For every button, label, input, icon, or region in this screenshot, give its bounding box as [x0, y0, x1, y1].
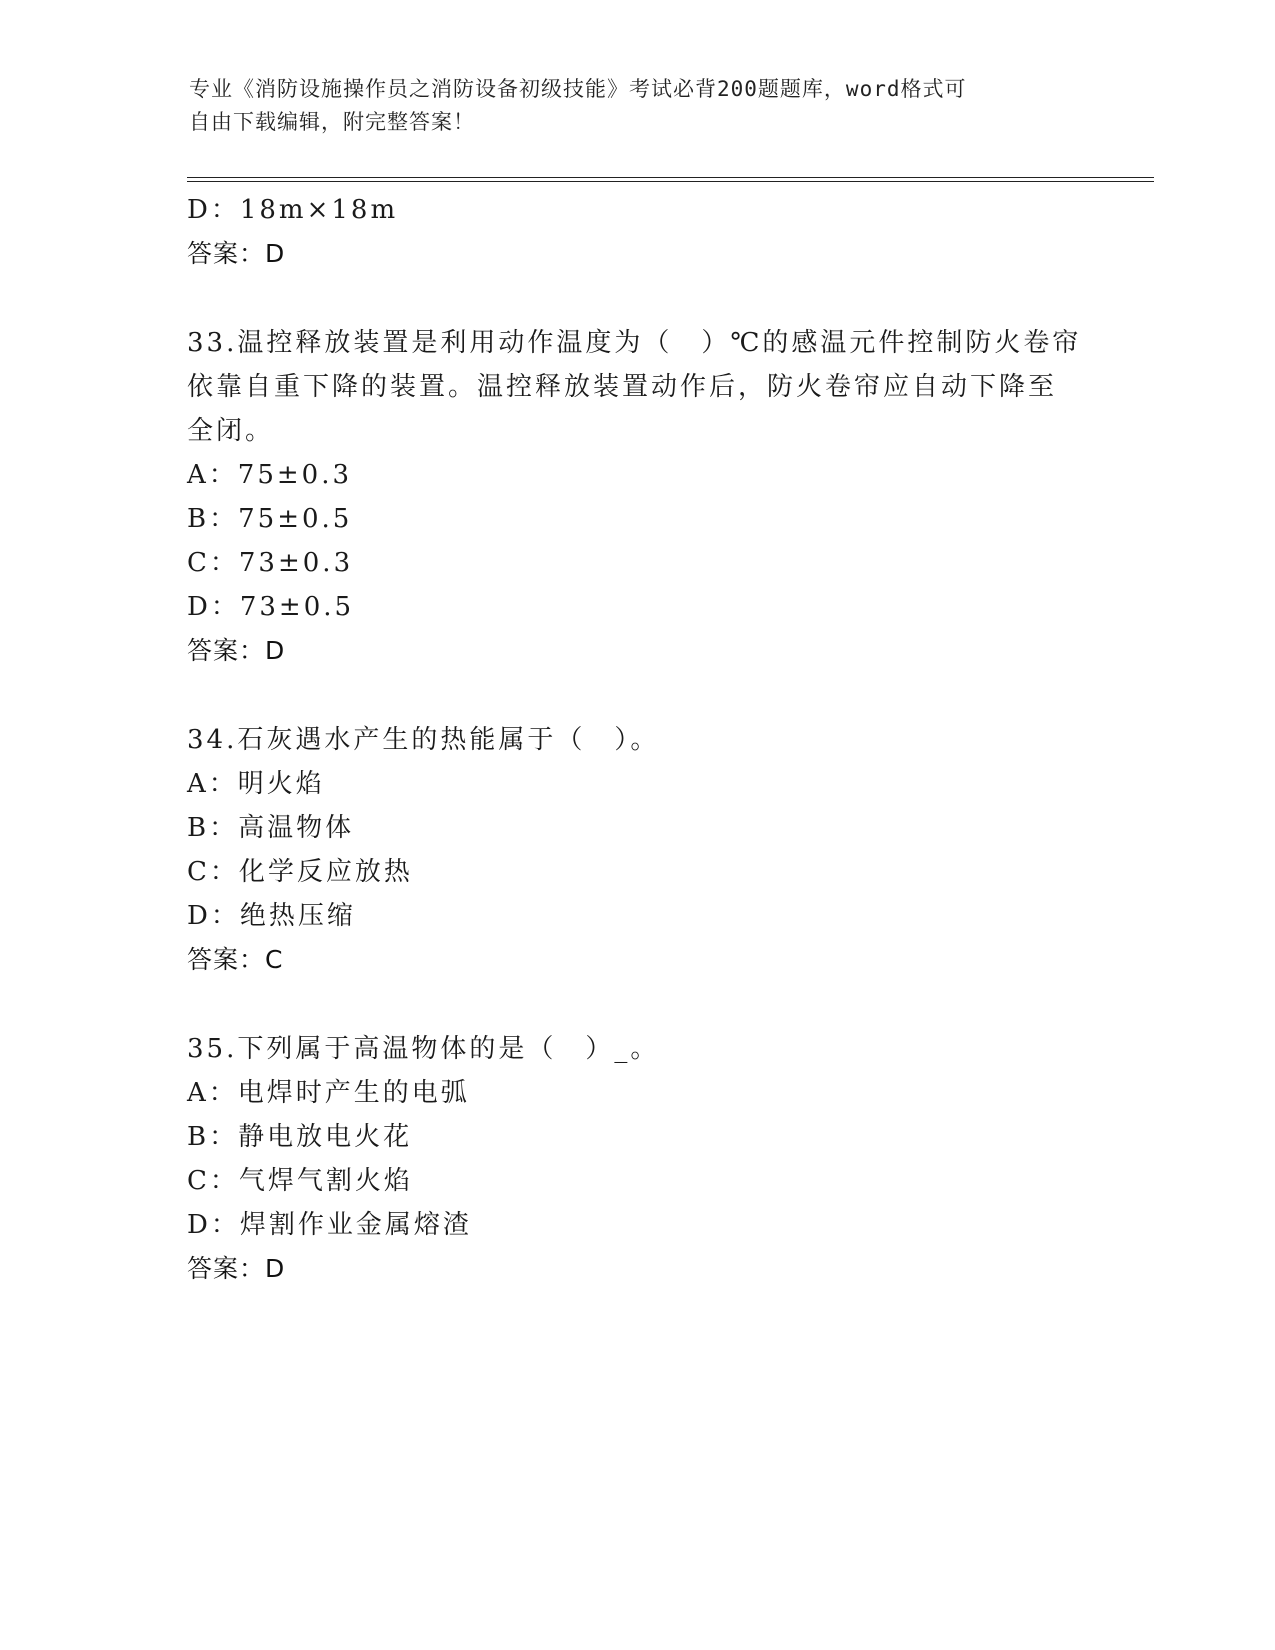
q34-answer: 答案：C [187, 945, 284, 974]
document-header [189, 73, 1089, 139]
q35-stem: 35.下列属于高温物体的是（ ）_。 [187, 1034, 660, 1064]
q33-answer: 答案：D [187, 636, 286, 665]
header-line-1: 专业《消防设施操作员之消防设备初级技能》考试必背200题题库，word格式可 [189, 77, 967, 101]
q35-option-a: A：电焊时产生的电弧 [187, 1078, 470, 1108]
q33-option-d: D：73±0.5 [187, 592, 355, 622]
q34-option-a: A：明火焰 [187, 769, 325, 799]
q33-option-a: A：75±0.3 [187, 460, 352, 490]
prev-answer: 答案：D [187, 239, 286, 268]
header-divider-top [187, 177, 1154, 178]
q33-option-c: C：73±0.3 [187, 548, 354, 578]
q34-stem: 34.石灰遇水产生的热能属于（ ）。 [187, 725, 660, 755]
q33-stem-line-3: 全闭。 [187, 416, 275, 446]
q35-answer: 答案：D [187, 1254, 286, 1283]
header-line-2: 自由下载编辑，附完整答案！ [189, 110, 475, 134]
q33-stem-line-2: 依靠自重下降的装置。温控释放装置动作后，防火卷帘应自动下降至 [187, 372, 1058, 402]
q34-option-c: C：化学反应放热 [187, 857, 413, 887]
q35-option-b: B：静电放电火花 [187, 1122, 413, 1152]
q34-option-d: D：绝热压缩 [187, 901, 356, 931]
q33-stem-line-1: 33.温控释放装置是利用动作温度为（ ）℃的感温元件控制防火卷帘 [187, 328, 1082, 358]
q35-option-d: D：焊割作业金属熔渣 [187, 1210, 472, 1240]
q34-option-b: B：高温物体 [187, 813, 355, 843]
q33-option-b: B：75±0.5 [187, 504, 353, 534]
prev-option-d: D：18m×18m [187, 195, 399, 225]
q35-option-c: C：气焊气割火焰 [187, 1166, 413, 1196]
header-divider-bottom [187, 181, 1154, 182]
